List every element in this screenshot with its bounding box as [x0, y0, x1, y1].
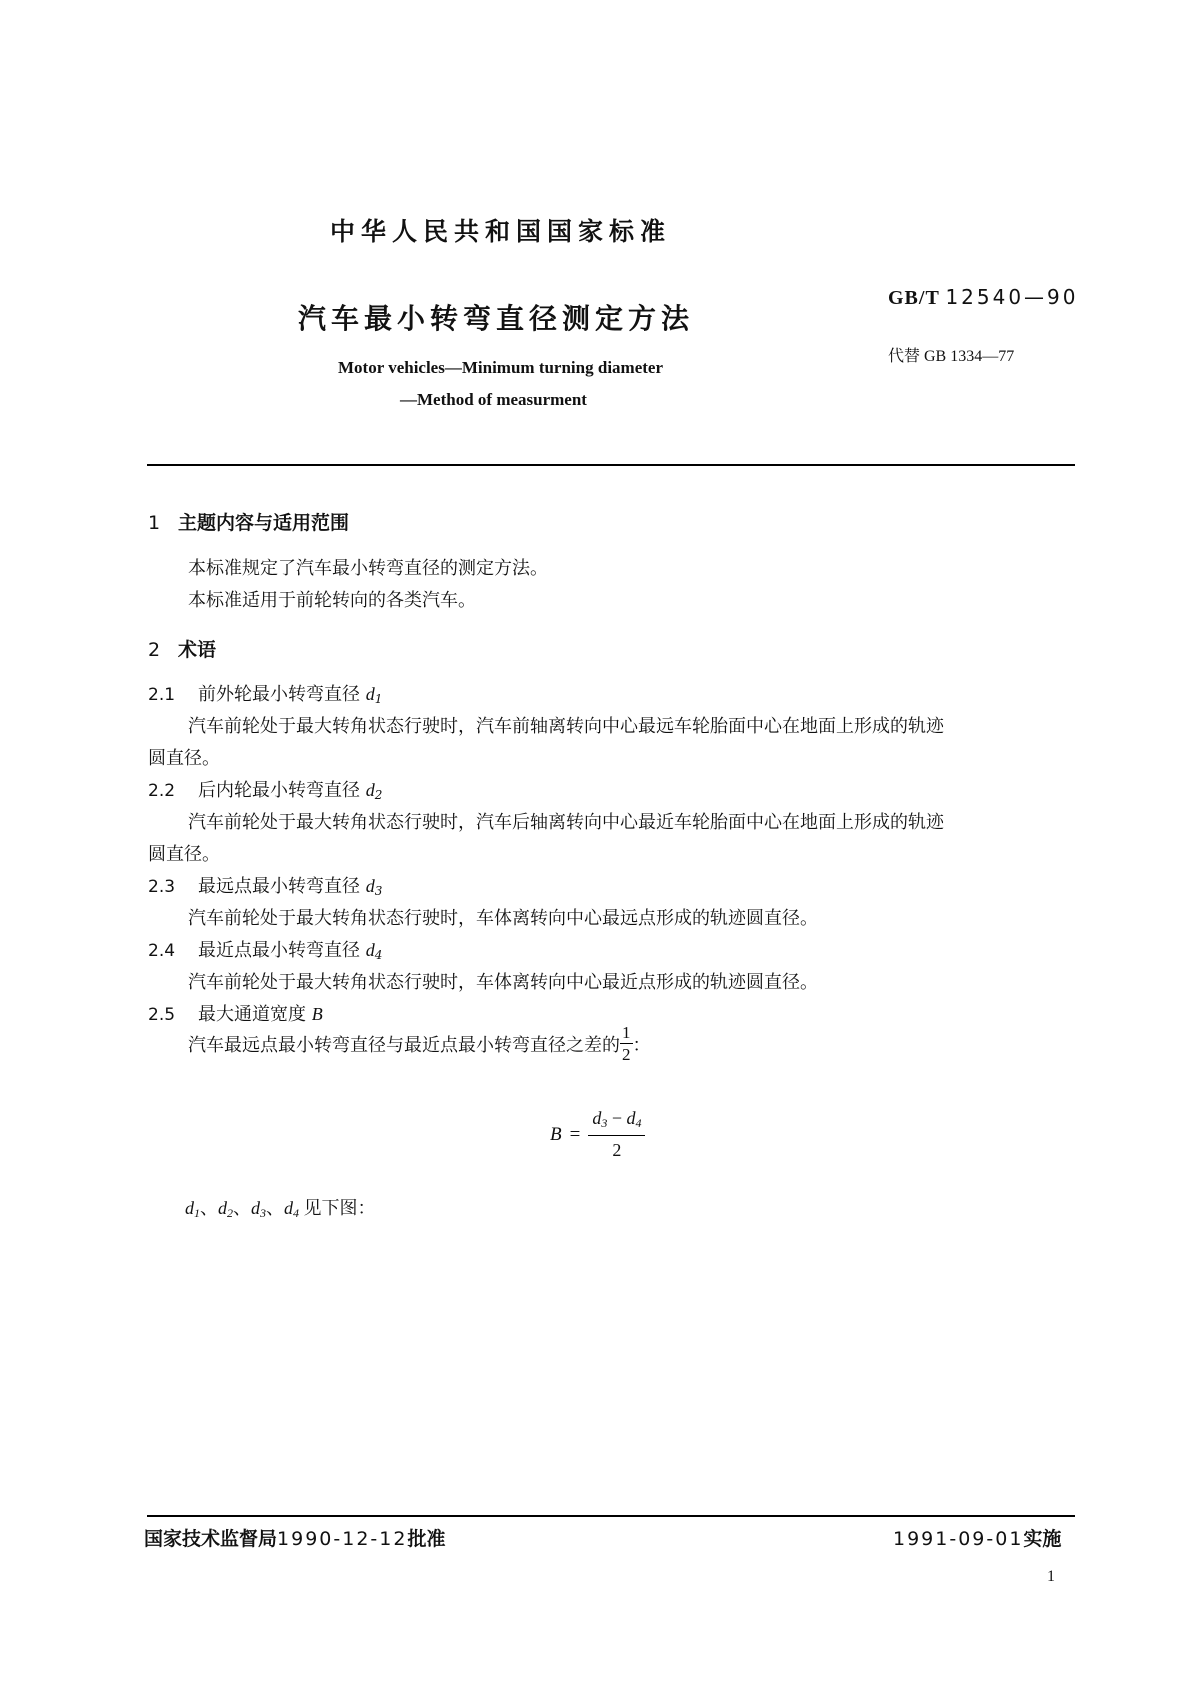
section-1-paragraph-2: 本标准适用于前轮转向的各类汽车。 — [188, 590, 476, 611]
term-2-2 — [148, 776, 382, 802]
term-symbol-subscript: 1 — [374, 692, 383, 706]
symbol-d1-subscript: 1 — [194, 1206, 200, 1220]
national-standard-title: 中华人民共和国国家标准 — [330, 217, 672, 246]
top-divider — [147, 464, 1075, 466]
implementation-line — [893, 1524, 1061, 1551]
section-1-heading — [148, 508, 349, 535]
half-fraction — [620, 1024, 633, 1063]
symbol-d4-subscript: 4 — [293, 1206, 299, 1220]
symbol-d4: d — [284, 1198, 293, 1218]
fraction-suffix: ： — [632, 1034, 651, 1056]
standard-number — [888, 285, 1079, 310]
symbol-d2: d — [218, 1198, 227, 1218]
section-title: 主题内容与适用范围 — [178, 512, 350, 534]
term-number: 2.1 — [148, 685, 176, 705]
numerator-term-a: d — [592, 1108, 602, 1128]
implementation-date: 1991-09-01 — [893, 1528, 1024, 1550]
separator: 、 — [200, 1198, 218, 1218]
term-name: 后内轮最小转弯直径 — [198, 780, 360, 801]
term-name: 最近点最小转弯直径 — [198, 940, 360, 961]
section-title: 术语 — [178, 639, 217, 661]
term-2-4 — [148, 936, 382, 962]
numerator-term-b: d — [626, 1108, 636, 1128]
implementation-action: 实施 — [1023, 1528, 1062, 1550]
term-2-3-definition: 汽车前轮处于最大转角状态行驶时，车体离转向中心最远点形成的轨迹圆直径。 — [188, 908, 818, 929]
term-2-2-definition: 汽车前轮处于最大转角状态行驶时，汽车后轴离转向中心最近车轮胎面中心在地面上形成的轨迹 — [188, 812, 944, 833]
term-symbol-subscript: 2 — [374, 788, 383, 802]
section-2-heading — [148, 635, 216, 662]
term-2-5 — [148, 1000, 323, 1026]
numerator-term-a-subscript: 3 — [601, 1116, 608, 1130]
english-title-line-1: Motor vehicles—Minimum turning diameter — [338, 358, 664, 377]
term-symbol-subscript: 3 — [374, 884, 383, 898]
standard-prefix: GB/T — [888, 287, 940, 309]
term-name: 最远点最小转弯直径 — [198, 876, 360, 897]
formula-equals: = — [569, 1123, 581, 1145]
term-number: 2.3 — [148, 877, 176, 897]
fraction-numerator: 1 — [622, 1023, 631, 1042]
term-name: 最大通道宽度 — [198, 1004, 306, 1025]
term-2-1-definition: 汽车前轮处于最大转角状态行驶时，汽车前轴离转向中心最远车轮胎面中心在地面上形成的轨迹 — [188, 716, 944, 737]
term-2-3 — [148, 872, 382, 898]
term-2-1-definition-cont: 圆直径。 — [148, 748, 220, 769]
term-2-5-definition — [188, 1024, 651, 1063]
term-number: 2.2 — [148, 781, 176, 801]
approval-date: 1990-12-12 — [277, 1528, 408, 1550]
see-figure-line — [185, 1194, 376, 1221]
term-symbol: d — [365, 684, 375, 704]
numerator-minus: − — [611, 1108, 622, 1128]
term-symbol: d — [365, 780, 375, 800]
term-2-1 — [148, 680, 382, 706]
page-number: 1 — [1047, 1568, 1055, 1585]
approval-action: 批准 — [407, 1528, 446, 1550]
term-symbol: B — [311, 1004, 323, 1024]
formula-fraction — [588, 1108, 645, 1161]
approval-line — [144, 1524, 445, 1551]
replaces-standard: 代替 GB 1334—77 — [888, 348, 1015, 365]
symbol-d1: d — [185, 1198, 194, 1218]
term-symbol-subscript: 4 — [374, 948, 383, 962]
definition-text: 汽车最远点最小转弯直径与最近点最小转弯直径之差的 — [188, 1034, 620, 1056]
bottom-divider — [147, 1515, 1075, 1517]
term-2-2-definition-cont: 圆直径。 — [148, 844, 220, 865]
term-number: 2.4 — [148, 941, 176, 961]
symbol-d3: d — [251, 1198, 260, 1218]
section-number: 1 — [148, 512, 161, 534]
term-2-4-definition: 汽车前轮处于最大转角状态行驶时，车体离转向中心最近点形成的轨迹圆直径。 — [188, 972, 818, 993]
term-name: 前外轮最小转弯直径 — [198, 684, 360, 705]
separator: 、 — [233, 1198, 251, 1218]
term-number: 2.5 — [148, 1005, 176, 1025]
symbol-d3-subscript: 3 — [260, 1206, 266, 1220]
symbol-d2-subscript: 2 — [227, 1206, 233, 1220]
english-title-line-2: —Method of measurment — [400, 390, 587, 409]
approving-authority: 国家技术监督局 — [144, 1528, 278, 1550]
fraction-denominator: 2 — [622, 1045, 631, 1064]
section-number: 2 — [148, 639, 161, 661]
formula-denominator: 2 — [612, 1140, 622, 1160]
numerator-term-b-subscript: 4 — [635, 1116, 642, 1130]
separator: 、 — [266, 1198, 284, 1218]
see-figure-text: 见下图： — [303, 1198, 376, 1218]
term-symbol: d — [365, 940, 375, 960]
document-title: 汽车最小转弯直径测定方法 — [298, 302, 695, 335]
section-1-paragraph-1: 本标准规定了汽车最小转弯直径的测定方法。 — [188, 558, 548, 579]
term-symbol: d — [365, 876, 375, 896]
max-channel-width-formula — [550, 1108, 645, 1161]
formula-lhs: B — [550, 1123, 562, 1145]
formula-numerator — [588, 1108, 645, 1136]
standard-code: 12540—90 — [945, 285, 1079, 309]
